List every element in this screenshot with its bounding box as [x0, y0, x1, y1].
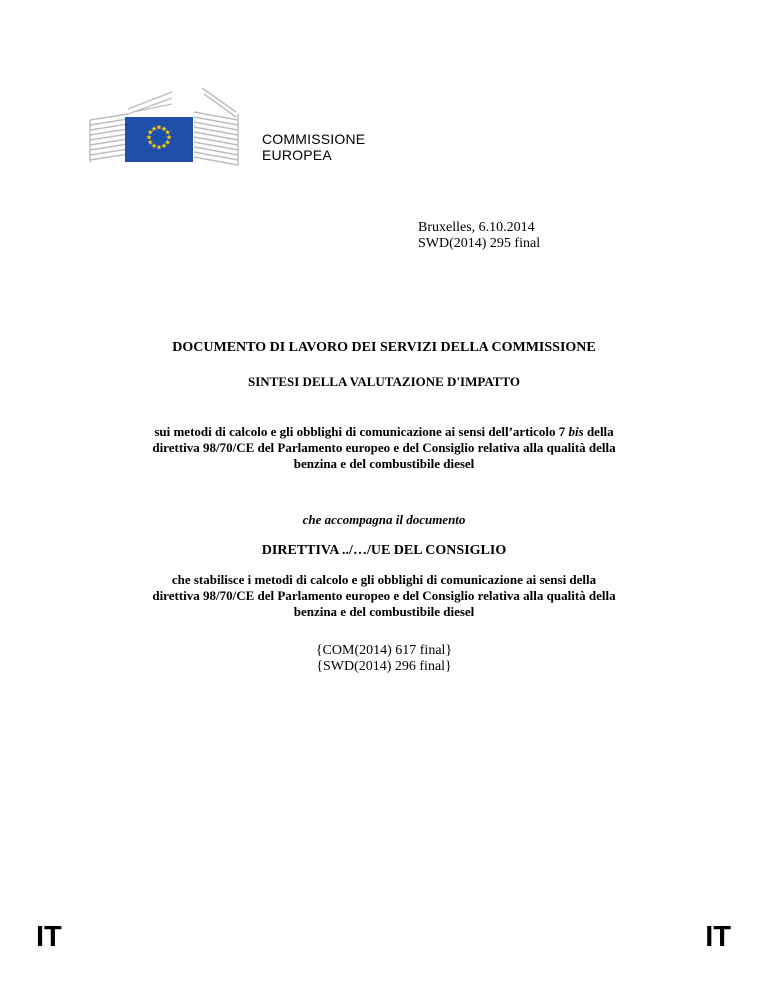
subject-line-1-italic: bis: [568, 424, 584, 439]
language-code-left: IT: [36, 921, 62, 953]
svg-text:★: ★: [160, 124, 168, 133]
related-document-1: {COM(2014) 617 final}: [315, 643, 453, 658]
directive-title: DIRETTIVA ../…/UE DEL CONSIGLIO: [261, 543, 507, 558]
subject-paragraph: [60, 424, 708, 472]
institution-line-2: EUROPEA: [262, 147, 332, 163]
directive-line-3: benzina e del combustibile diesel: [293, 604, 475, 619]
language-code-right: IT: [705, 921, 731, 953]
accompanying-note: che accompagna il documento: [302, 512, 466, 527]
svg-text:★: ★: [150, 124, 158, 133]
svg-text:★: ★: [155, 123, 163, 132]
svg-text:★: ★: [165, 133, 173, 142]
document-type-heading: DOCUMENTO DI LAVORO DEI SERVIZI DELLA COMMISSIONE: [172, 340, 596, 355]
svg-text:★: ★: [147, 138, 154, 147]
svg-text:★: ★: [155, 143, 163, 152]
svg-text:★: ★: [160, 142, 168, 151]
svg-text:★: ★: [145, 133, 153, 142]
related-document-2: {SWD(2014) 296 final}: [316, 659, 452, 674]
document-reference: SWD(2014) 295 final: [418, 236, 541, 251]
summary-heading: SINTESI DELLA VALUTAZIONE D'IMPATTO: [248, 374, 520, 389]
subject-line-1-end: della: [583, 424, 614, 439]
svg-text:★: ★: [150, 142, 158, 151]
institution-line-1: COMMISSIONE: [262, 131, 366, 147]
directive-description: [60, 572, 708, 620]
subject-line-1-start: sui metodi di calcolo e gli obblighi di comunicazione ai sensi dell’articolo 7: [154, 424, 569, 439]
european-commission-logo: [88, 84, 258, 170]
subject-line-3: benzina e del combustibile diesel: [293, 456, 475, 471]
svg-text:★: ★: [164, 128, 171, 137]
subject-line-1: [60, 424, 708, 440]
svg-text:★: ★: [164, 138, 171, 147]
svg-text:★: ★: [147, 128, 154, 137]
place-date: Bruxelles, 6.10.2014: [418, 220, 535, 235]
institution-name: [262, 131, 365, 163]
related-documents: [60, 643, 708, 675]
date-reference-block: [418, 220, 540, 252]
directive-line-1: che stabilisce i metodi di calcolo e gli obblighi di comunicazione ai sensi della: [171, 572, 597, 587]
subject-line-2: direttiva 98/70/CE del Parlamento europeo e del Consiglio relativa alla qualità della: [152, 440, 616, 455]
directive-line-2: direttiva 98/70/CE del Parlamento europeo e del Consiglio relativa alla qualità della: [152, 588, 616, 603]
